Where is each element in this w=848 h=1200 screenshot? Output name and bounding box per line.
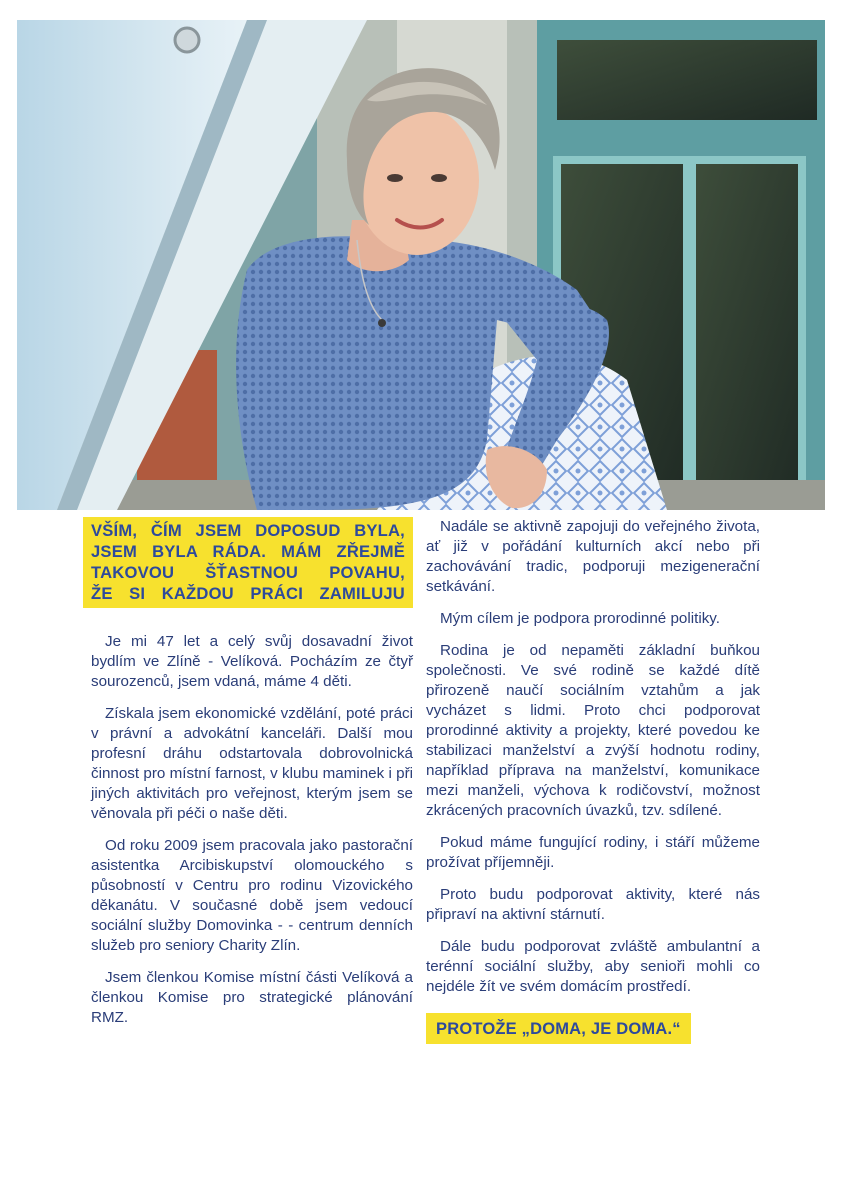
paragraph: Mým cílem je podpora prorodinné politiky. <box>440 610 720 627</box>
left-column <box>91 517 413 1040</box>
paragraph: Je mi 47 let a celý svůj dosavadní život bydlím ve Zlíně - Velíková. Pocházím ze čtyř sourozenců, jsem vdaná, máme 4 děti. <box>91 633 413 690</box>
paragraph: Od roku 2009 jsem pracovala jako pastorační asistentka Arcibiskupství olomouckého s působností v Centru pro rodinu Vizovického děkanátu. V současné době jsem vedoucí sociální služby Domovinka - - centrum denních služeb pro seniory Charity Zlín. <box>91 837 413 954</box>
quote-line: VŠÍM, ČÍM JSEM DOPOSUD BYLA, <box>91 521 405 540</box>
quote-line: TAKOVOU ŠŤASTNOU POVAHU, <box>91 563 405 582</box>
slogan-badge: PROTOŽE „DOMA, JE DOMA.“ <box>426 1013 691 1044</box>
portrait-photo <box>17 20 825 510</box>
quote-line: ŽE SI KAŽDOU PRÁCI ZAMILUJU <box>91 584 405 603</box>
headline-quote <box>83 517 413 608</box>
paragraph: Jsem členkou Komise místní části Velíková a členkou Komise pro strategické plánování RMZ. <box>91 969 413 1026</box>
quote-line: JSEM BYLA RÁDA. MÁM ZŘEJMĚ <box>91 542 405 561</box>
portrait-photo-icon <box>17 20 825 510</box>
paragraph: Pokud máme fungující rodiny, i stáří můžeme prožívat příjemněji. <box>426 834 760 871</box>
right-column <box>426 517 760 1044</box>
paragraph: Rodina je od nepaměti základní buňkou společnosti. Ve své rodině se každé dítě přirozeně naučí sociálním vztahům a jak vycházet s lidmi. Proto chci podporovat prorodinné aktivity a projekty, které povedou ke stabilizaci manželství a zvýší hodnotu rodiny, například příprava na manželství, komunikace mezi manželi, výchova k rodičovství, možnost zkrácených pracovních úvazků, tzv. sdílené. <box>426 642 760 819</box>
paragraph: Získala jsem ekonomické vzdělání, poté práci v právní a advokátní kanceláři. Další mou profesní dráhu odstartovala dobrovolnická činnost pro místní farnost, v klubu maminek i při jiných aktivitách pro veřejnost, kterým jsem se věnovala při péči o naše děti. <box>91 705 413 822</box>
spacer <box>91 608 413 632</box>
paragraph: Dále budu podporovat zvláště ambulantní a terénní sociální služby, aby senioři mohli co nejdéle žít ve svém domácím prostředí. <box>426 938 760 995</box>
paragraph: Nadále se aktivně zapojuji do veřejného života, ať již v pořádání kulturních akcí nebo při zachovávání tradic, podporuji mezigenerační setkávání. <box>426 518 760 595</box>
paragraph: Proto budu podporovat aktivity, které nás připraví na aktivní stárnutí. <box>426 886 760 923</box>
